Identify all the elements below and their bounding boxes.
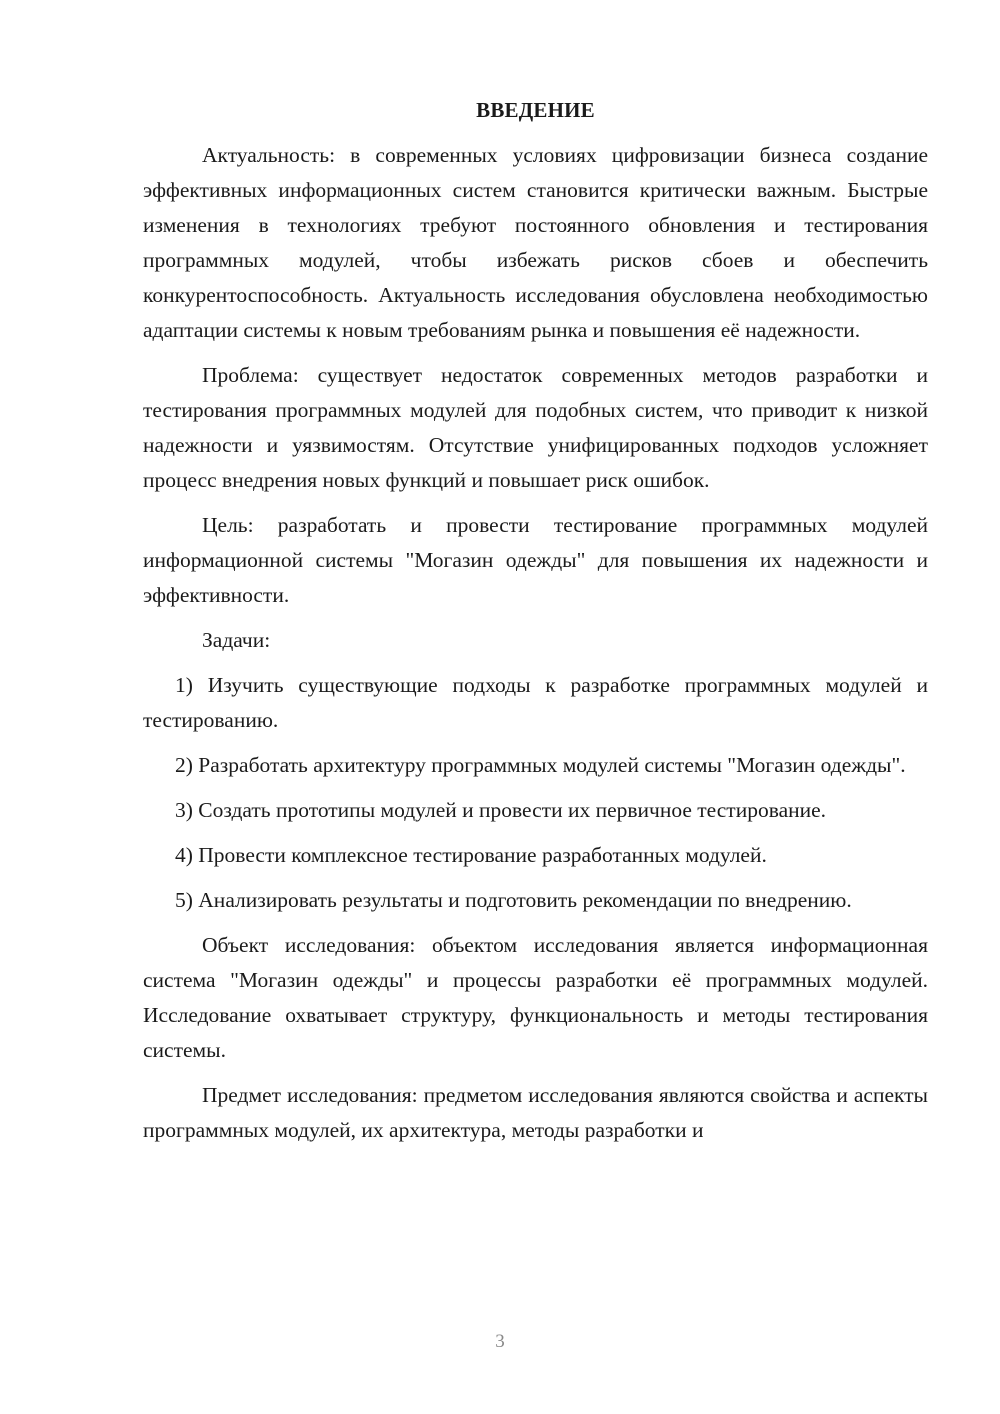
task-item: 1) Изучить существующие подходы к разработке программных модулей и тестированию. (143, 673, 928, 732)
object-paragraph: Объект исследования: объектом исследования является информационная система "Могазин одежды" и процессы разработки её программных модулей. Исследование охватывает структуру, функциональность и методы тестирования системы. (143, 933, 928, 1062)
task-item: 3) Создать прототипы модулей и провести их первичное тестирование. (175, 798, 827, 822)
section-title: ВВЕДЕНИЕ (476, 98, 595, 122)
relevance-paragraph: Актуальность: в современных условиях цифровизации бизнеса создание эффективных информационных систем становится критически важным. Быстрые изменения в технологиях требуют постоянного обновления и тестирования программных модулей, чтобы избежать рисков сбоев и обеспечить конкурентоспособность. Актуальность исследования обусловлена необходимостью адаптации системы к новым требованиям рынка и повышения её надежности. (143, 143, 928, 342)
page-number: 3 (495, 1331, 505, 1352)
task-item: 2) Разработать архитектуру программных модулей системы "Могазин одежды". (175, 753, 906, 777)
tasks-heading: Задачи: (202, 628, 271, 652)
goal-paragraph: Цель: разработать и провести тестирование программных модулей информационной системы "Могазин одежды" для повышения их надежности и эффективности. (143, 513, 928, 607)
subject-paragraph: Предмет исследования: предметом исследования являются свойства и аспекты программных модулей, их архитектура, методы разработки и (143, 1083, 928, 1142)
page-content (143, 93, 928, 1148)
task-item: 4) Провести комплексное тестирование разработанных модулей. (175, 843, 767, 867)
problem-paragraph: Проблема: существует недостаток современных методов разработки и тестирования программных модулей для подобных систем, что приводит к низкой надежности и уязвимостям. Отсутствие унифицированных подходов усложняет процесс внедрения новых функций и повышает риск ошибок. (143, 363, 928, 492)
task-item: 5) Анализировать результаты и подготовить рекомендации по внедрению. (175, 888, 852, 912)
